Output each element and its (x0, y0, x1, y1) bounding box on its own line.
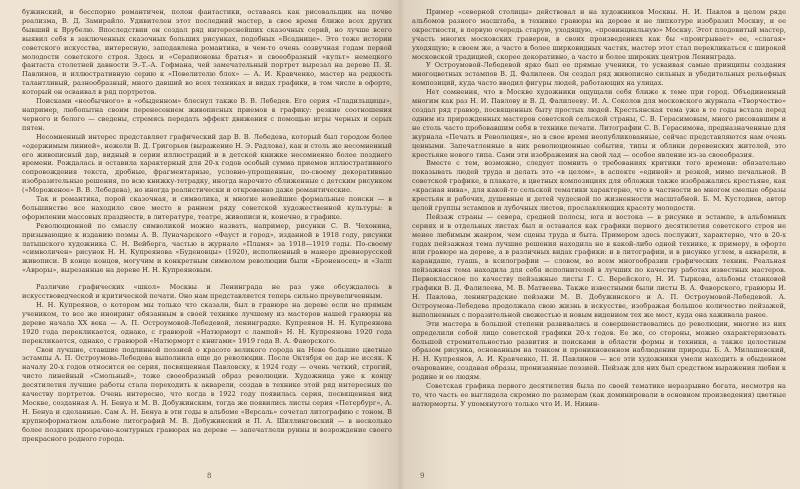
left-text-bottom (22, 283, 392, 443)
paragraph: Эти мастера в большой степени развивались и совершенствовались до революции, многие из них определили собой лицо советской графики 20-х годов. Ее же, со стороны, можно охарактеризовать большой стремительностью развития и поисками в области формы и техники, а также целостным образом рисунка, основанным на тонком и проникновенном наблюдении природы. Б. А. Милашевский, Н. Н. Купреянов, А. И. Кравченко, П. Я. Павлинов — все эти художники умели находить в обыденном очарование, создавая образы, пронизанные поэзией. Пейзаж для них был средством выражения любви к родине и ее людям. (412, 319, 786, 382)
paragraph: Советская графика первого десятилетия была по своей тематике неразрывно богата, несмотря на то, что часть ее выглядела скромно по размерам (как доминировали в основном произведения) цветные натюрморты. У упомянутого только что И. И. Нивин- (412, 382, 786, 408)
paragraph: Вместе с тем, возможно, следует помнить о требованиях критики того времени: обязательно показывать людей труда и делать это «в целом», в аспекте «единой» и резкой, мимо печальной. В советской графике, в плакате, в цветных композициях для обложки также изображались крестьяне, как «красная нива», для какой-то сельской тематики характерно, что в частности во многом смелые образы крестьян и рабочих, душевные и детей чудесной по жизненности масштабной. Б. М. Кустодиев, автор целой группы эстампов и лубочных листов, прославляющих красоту молодости. (412, 159, 786, 212)
paragraph: Н. Н. Купреянов, о котором мы только что сказали, был в гравюре на дереве если не прямым учеником, то все же иноиринг обязанным в своей технике лучшему из мастеров нашей гравюры на дереве начала XX века — А. П. Остроумовой-Лебедевой, ленинградке. Купреянов Н. Н. Купреянова 1920 года перекликается, однако, с гравюрой «Натюрморт с лампой» Н. Н. Купреянова 1920 года перекликается, однако, с гравюрой «Натюрморт с книгами» 1919 года В. А. Фаворского. (22, 301, 392, 345)
paragraph: Свои лучшие, ставшие подлинной поэзией о красоте великого города на Неве большие цветные эстампы А. П. Остроумова-Лебедева выполнила еще до революции. После Октября ее дар не иссяк. К началу 20-х годов относится ее серия, посвященная Павловску, к 1924 году — очень четкий, строгий, чисто линейный «Смольный», тоже своеобразный образ революции. Художница уже к концу десятилетия лучшие работы стала переходить к акварели, создав в технике этой ряд интересных по качеству портретов. Очень интересно, что когда в 1922 году появилась серия, посвященная вид Москве, созданная А. Н. Бенуа и М. В. Добужинским, тогда же появились листы серия «Петербург», А. Н. Бенуа и сделанные. Сам А. Н. Бенуа в эти годы в альбоме «Версаль» сочетал литографию с тоном. В крупноформатном альбоме литографий М. В. Добужинский и П. А. Шиллинговский — в несколько более поздних прозрачно-контурных гравюрах на дереве — запечатлели руины и возрождение своего прекрасного родного города. (22, 345, 392, 443)
paragraph: Поисками «необычного» в «обыденном» блеснул также В. В. Лебедев. Его серия «Гладильщицы», например, любопытна своим перенесением живописных приемов в графику: резкие соотношения черного и белого — сведены, стремясь передать эффект движения с помощью игры черных и серых пятен. (22, 97, 392, 132)
right-page (412, 8, 786, 480)
right-text (412, 8, 786, 409)
paragraph: Различие графических «школ» Москвы и Ленинграда не раз уже обсуждалось в искусствоведческой и критической печати. Оно нам представляется теперь сильно преувеличенным. (22, 283, 392, 301)
paragraph: Пример «северной столицы» действовал и на художников Москвы. Н. И. Павлов в целом ряде альбомов разного масштаба, в технике гравюры на дереве и не липкотуре изобразил Москву, и ее окрестности, в первую очередь старую, уходящую, «провинциальную» Москву. Этот плодовитый мастер, участь многих московских граверов, в своих произведениях как бы «проигрывает» ее, «слагая» уходящую; в своем же, а часто в более ширковидных частях, мастер этот стал перекликаться с широкой московской традицией, скорее декоративно, а часто и более широких центров Ленинграда. (412, 8, 786, 61)
paragraph: Пейзаж страны — севера, средней полосы, юга и востока — в рисунке и эстампе, в альбомных сериях и в отдельных листах был и оставался как графики первого десятилетия советского строя не менее любимым жанром, чем сцены труда и быта. Примером здесь послужит, характерно, что в 20-х годах пейзажная тема лучшие решения находила не в какой-либо одной технике, к примеру, в офорте или гравюре на дереве, а в различных видах графики: и в литографии, и в рисунке углем, в акварели, в карандаше, гуашь, в ксилографии — словом, во всем многообразии графических техник. Реальная пейзажная тема находила для себя исполнителей в лучших по качеству работах известных мастеров. Первоклассное по качеству пейзажные листы Г. С. Верейского, Н. И. Тыркова, альбомы станковой графики В. Д. Фалилеева, М. В. Матвеева. Также известными были листы В. А. Фаворского, гравюры И. Н. Павлова, ленинградские пейзажи М. В. Добужинского и А. П. Остроумовой-Лебедевой. А. Остроумова-Лебедева продолжала свою жизнь в искусстве, изображая большое количество пейзажей, выполненных с поразительной свежестью и новым видением тех же мест, куда она хаживала ранее. (412, 212, 786, 319)
paragraph: бужинский, и бесспорно романтичен, полон фантастики, оставаясь как рисовальщик на почве реализма, В. Д. Замирайло. Удивителен этот последний мастер, в свое время ближе всех других бывший к Врубелю. Впоследствии он создал ряд интереснейших сказочных серий, но лучше всего выявил себя в заключенных сказочных больших рисунках, подобных «Всаднице». Это тоже истории советского искусства, интересную, заподавлена романтика, в чем-то очень созвучная годам первой молодости советского строя. Здесь и «Серапионовы братья» и своеобразный «культ» немецкого фантаста столетней давности Э.-Т.-А. Гофмана, чей замечательный портрет вырезал на дереве П. Я. Павлинов, и иллюстративную серию к «Повелителю блох» — А. И. Кравченко, мастер на редкость талантливый, разнообразный, много давший во всех техниках и видах графики, в том числе в офорте, который он осваивал в ряд портретов. (22, 8, 392, 97)
paragraph: Несомненный интерес представляет графический дар В. В. Лебедева, который был городом более «одержимым линией», нежели В. Д. Григорьев (выражение Н. Э. Радлова), как и столь же несомненный его живописный дар, видный в серии иллюстраций и в детской книжке несомненно более позднего времени. Рождалась и оставила характерный для 20-х годов особый сумма приемов иллюстративного сопровождения текста, дробные, фрагментарные, условно-упрощенные, по-своему декоративные изобразительные решения, по всю книжку-тетрадку, иногда нарочито сближенные с детским рисунком («Мороженое» В. В. Лебедева), но иногда реалистически и откровенно даже романтические. (22, 132, 392, 195)
section-gap (22, 275, 392, 283)
paragraph: Революционной по смыслу символикой можно назвать, например, рисунки С. В. Чехонина, призывающие к изданию поэмы А. В. Луначарского «Фауст и город», изданной в 1918 году, рисунки латышского художника С. Н. Вейберга, частью в журнале «Пламя» за 1918—1919 годы. По-своему «символичен» рисунок Н. Н. Купреянова «Буденовцы» (1920), исполненный в манере древнерусской живописи. В конце концов, могучим и конкретным символом революции были «Броненосец» и «Залп «Авроры», вырезанные на дереве Н. Н. Купреяновым. (22, 221, 392, 275)
paragraph: Нет сомнения, что в Москве художники ощущали себя ближе к теме при город. Объединенный многим как раз Н. И. Павлову и В. Д. Фалилееву. И. А. Соколов для московского журнала «Творчество» создал ряд гравюр, посвященных быту простых людей. Крестьянская тема уже в те годы встала перед одним из прирожденных мастеров советской сельской страны, С. В. Герасимовым, много рисовавшим и не столь часто пробовавшим себя в технике печати. Литографии С. В. Герасимова, предназначенные для журнала «Печать и Революция», но в свое время неопубликованные, сейчас представляются нам очень ценными. Запечатленные в них революционные события, типы и облики деревенских жителей, это крестьяне нового типа. Сами эти изображения на свой лад — особое явление из-за своеобразия. (412, 88, 786, 159)
page-number: 8 (207, 472, 212, 480)
paragraph: Так и романтика, порой сказочная, и символика, и многие новейшие формальные поиски — в большинстве все находило свое место в раннем ряду советской художественной культуры: в оформлении массовых празднеств, в литературе, театре, живописи и, конечно, в графике. (22, 195, 392, 221)
paragraph: У Остроумовой-Лебедевой ярко был ее прямые ученики, то усваивая самые принципы создания многоцветных эстампов В. Д. Фалилеев. Он создал ряд живописно сильных и убедительных рельефных композиций, куда часто вводил фигуры людей, работающих на улицах. (412, 61, 786, 88)
left-page (22, 8, 392, 480)
left-text-top (22, 8, 392, 275)
page-number: 9 (420, 472, 425, 480)
